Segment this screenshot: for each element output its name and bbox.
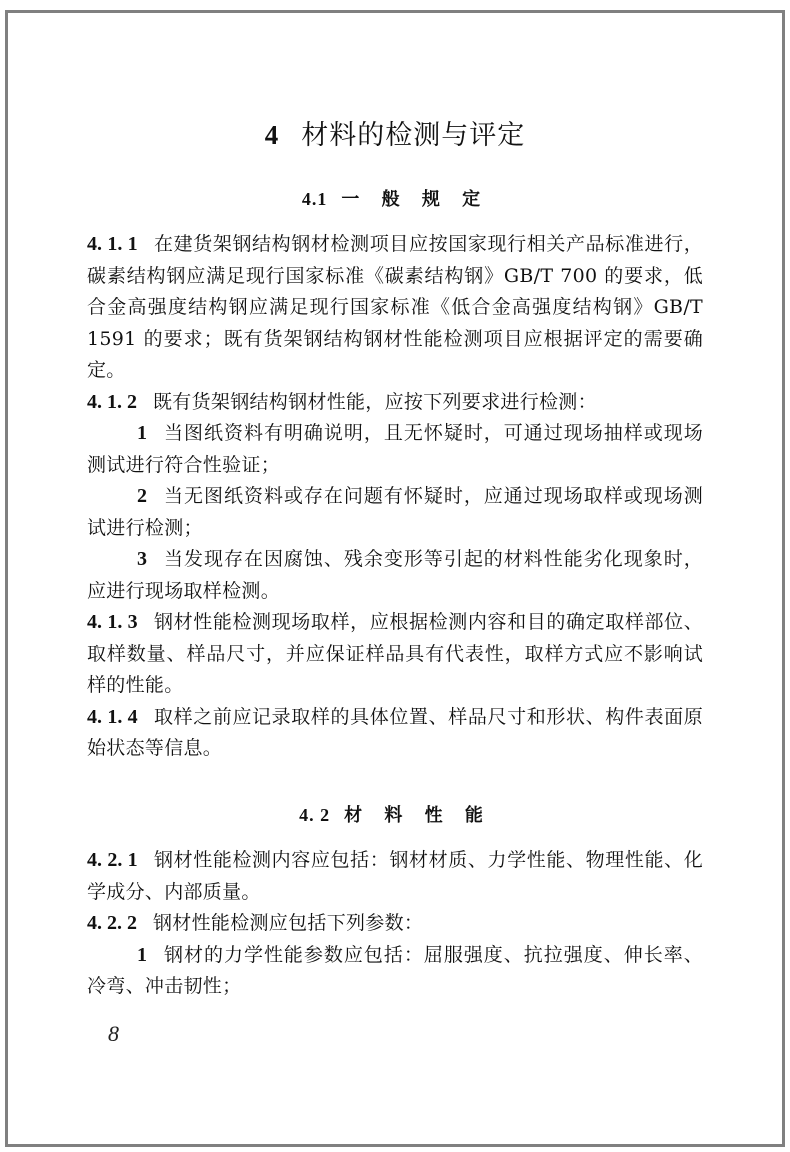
clause-4-1-2 xyxy=(87,387,703,419)
item-text: 当无图纸资料或存在问题有怀疑时，应通过现场取样或现场测试进行检测； xyxy=(87,485,703,539)
item-text: 钢材的力学性能参数应包括：屈服强度、抗拉强度、伸长率、冷弯、冲击韧性； xyxy=(87,943,703,997)
chapter-title xyxy=(0,113,790,152)
item-number: 1 xyxy=(137,943,148,966)
clause-text: 钢材性能检测应包括下列参数： xyxy=(153,912,424,934)
clause-text: 取样之前应记录取样的具体位置、样品尺寸和形状、构件表面原始状态等信息。 xyxy=(87,705,703,759)
page-number: 8 xyxy=(108,1021,119,1046)
clause-4-2-2 xyxy=(87,908,703,940)
list-item xyxy=(87,940,703,1003)
item-text: 当图纸资料有明确说明，且无怀疑时，可通过现场抽样或现场测试进行符合性验证； xyxy=(87,422,703,476)
item-text: 当发现存在因腐蚀、残余变形等引起的材料性能劣化现象时，应进行现场取样检测。 xyxy=(87,548,703,602)
clause-number: 4. 2. 2 xyxy=(87,912,137,934)
clause-number: 4. 1. 4 xyxy=(87,705,138,728)
clause-4-1-3 xyxy=(87,607,703,702)
clause-text: 钢材性能检测现场取样，应根据检测内容和目的确定取样部位、取样数量、样品尺寸，并应保证样品具有代表性，取样方式应不影响试样的性能。 xyxy=(87,611,703,696)
clause-4-1-1 xyxy=(87,229,703,387)
clause-text: 在建货架钢结构钢材检测项目应按国家现行相关产品标准进行，碳素结构钢应满足现行国家标准《碳素结构钢》GB/T 700 的要求，低合金高强度结构钢应满足现行国家标准《低合金高强度结构钢》GB/T 1591 的要求；既有货架钢结构钢材性能检测项目应根据评定的需要确定。 xyxy=(87,233,703,381)
section-number: 4.1 xyxy=(301,189,328,209)
clause-number: 4. 1. 2 xyxy=(87,390,137,413)
section-number: 4. 2 xyxy=(299,805,331,825)
section-title-text: 一 般 规 定 xyxy=(341,189,489,210)
item-number: 2 xyxy=(137,485,148,507)
clause-number: 4. 1. 3 xyxy=(87,611,138,633)
section-4-1-body xyxy=(87,229,703,765)
clause-number: 4. 2. 1 xyxy=(87,849,138,871)
clause-text: 钢材性能检测内容应包括：钢材材质、力学性能、物理性能、化学成分、内部质量。 xyxy=(87,849,703,903)
section-4-2-body xyxy=(87,845,703,1003)
clause-4-1-4 xyxy=(87,702,703,765)
clause-number: 4. 1. 1 xyxy=(87,233,138,255)
clause-4-2-1 xyxy=(87,845,703,908)
list-item xyxy=(87,544,703,607)
item-number: 3 xyxy=(137,548,148,570)
section-title-4-1 xyxy=(0,185,790,211)
chapter-title-text: 材料的检测与评定 xyxy=(301,120,526,151)
list-item xyxy=(87,418,703,481)
item-number: 1 xyxy=(137,422,148,444)
chapter-number: 4 xyxy=(264,120,280,150)
section-title-4-2 xyxy=(0,801,790,827)
list-item xyxy=(87,481,703,544)
clause-text: 既有货架钢结构钢材性能，应按下列要求进行检测： xyxy=(153,390,597,413)
section-title-text: 材 料 性 能 xyxy=(344,805,491,826)
